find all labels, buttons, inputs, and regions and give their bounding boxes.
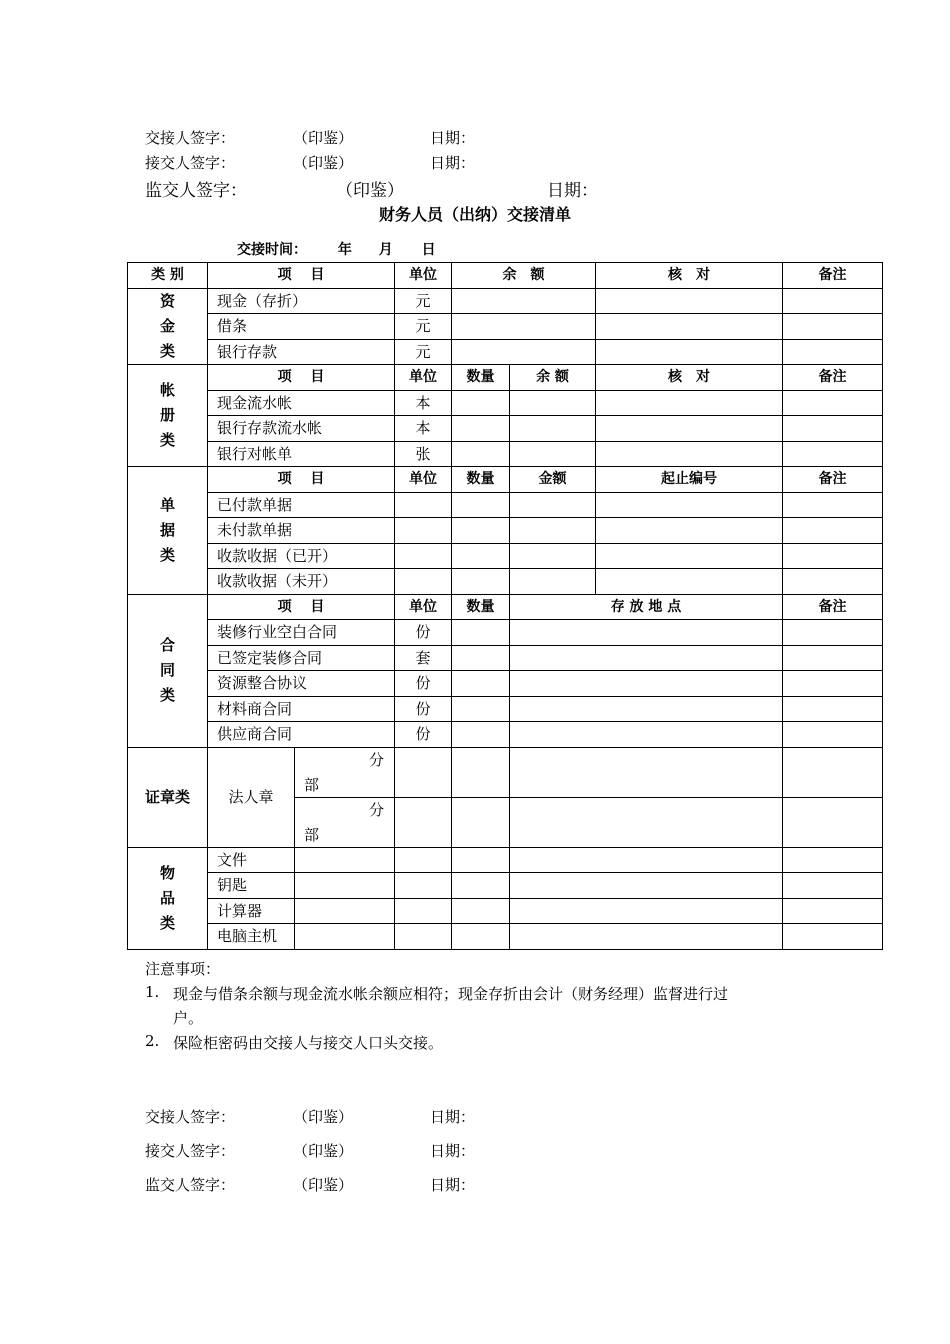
header-item: 项 目 [208, 467, 395, 493]
table-row [128, 645, 883, 671]
header-unit: 单位 [395, 263, 452, 289]
location-cell[interactable] [510, 671, 783, 697]
table-row [128, 492, 883, 518]
unit-cell[interactable] [395, 898, 452, 924]
table-header-row [128, 263, 883, 289]
remark-cell[interactable] [783, 898, 883, 924]
date-label: 日期： [430, 1108, 476, 1126]
header-item: 项 目 [208, 263, 395, 289]
serial-cell[interactable] [596, 569, 783, 595]
note-number: 1. [145, 983, 160, 1001]
remark-cell[interactable] [783, 314, 883, 340]
branch-char-b: 部 [304, 825, 320, 844]
table-row [128, 390, 883, 416]
note-text: 保险柜密码由交接人与接交人口头交接。 [173, 1034, 444, 1052]
item-cell: 银行对帐单 [208, 441, 395, 467]
item-cell: 装修行业空白合同 [208, 620, 395, 646]
date-label: 日期： [547, 181, 598, 201]
check-cell[interactable] [596, 288, 783, 314]
unit-cell: 元 [395, 288, 452, 314]
year-label: 年 [337, 242, 352, 258]
unit-cell[interactable] [395, 747, 452, 797]
qty-cell[interactable] [452, 569, 510, 595]
supervisor-label: 监交人签字： [145, 1176, 236, 1194]
remark-cell[interactable] [783, 390, 883, 416]
table-row [128, 747, 883, 797]
branch-char-b: 部 [304, 775, 320, 794]
qty-cell[interactable] [452, 924, 510, 950]
header-amount: 金额 [510, 467, 596, 493]
unit-cell[interactable] [395, 543, 452, 569]
month-label: 月 [378, 242, 393, 258]
unit-cell: 元 [395, 314, 452, 340]
location-cell[interactable] [510, 924, 783, 950]
table-row [128, 441, 883, 467]
unit-cell[interactable] [395, 924, 452, 950]
header-unit: 单位 [395, 467, 452, 493]
amount-cell[interactable] [510, 492, 596, 518]
header-item: 项 目 [208, 594, 395, 620]
table-row [128, 569, 883, 595]
category-ledger: 帐册类 [128, 365, 208, 467]
table-row [128, 416, 883, 442]
supervisor-label: 监交人签字： [145, 181, 247, 201]
branch-char-a: 分 [368, 800, 384, 819]
qty-cell[interactable] [452, 898, 510, 924]
signer-label: 交接人签字： [145, 1108, 236, 1126]
check-cell[interactable] [596, 390, 783, 416]
check-cell[interactable] [596, 416, 783, 442]
item-cell: 借条 [208, 314, 395, 340]
balance-cell[interactable] [452, 314, 596, 340]
seal-label: （印鉴） [293, 129, 354, 147]
item-cell: 银行存款 [208, 339, 395, 365]
remark-cell[interactable] [783, 543, 883, 569]
header-qty: 数量 [452, 365, 510, 391]
handover-table [127, 262, 883, 950]
note-text: 现金与借条余额与现金流水帐余额应相符；现金存折由会计（财务经理）监督进行过 [173, 985, 729, 1003]
table-row [128, 898, 883, 924]
category-voucher: 单据类 [128, 467, 208, 595]
item-cell: 计算器 [208, 898, 295, 924]
qty-cell[interactable] [452, 620, 510, 646]
qty-cell[interactable] [452, 518, 510, 544]
balance-cell[interactable] [510, 390, 596, 416]
unit-cell[interactable] [395, 518, 452, 544]
table-row [128, 847, 883, 873]
header-item: 项 目 [208, 365, 395, 391]
check-cell[interactable] [596, 441, 783, 467]
branch-cell [295, 797, 395, 847]
date-label: 日期： [430, 129, 476, 147]
date-label: 日期： [430, 1176, 476, 1194]
remark-cell[interactable] [783, 722, 883, 748]
item-cell: 文件 [208, 847, 295, 873]
unit-cell: 张 [395, 441, 452, 467]
amount-cell[interactable] [510, 569, 596, 595]
header-category: 类 别 [128, 263, 208, 289]
remark-cell[interactable] [783, 288, 883, 314]
contract-header-row [128, 594, 883, 620]
handover-time-label: 交接时间： [237, 242, 307, 258]
unit-cell: 本 [395, 390, 452, 416]
header-balance: 余 额 [452, 263, 596, 289]
table-row [128, 924, 883, 950]
ledger-header-row [128, 365, 883, 391]
remark-cell[interactable] [783, 518, 883, 544]
location-cell[interactable] [510, 873, 783, 899]
blank-cell[interactable] [295, 847, 395, 873]
item-cell: 银行存款流水帐 [208, 416, 395, 442]
remark-cell[interactable] [783, 339, 883, 365]
seal-label: （印鉴） [293, 1142, 354, 1160]
blank-cell[interactable] [295, 873, 395, 899]
unit-cell[interactable] [395, 569, 452, 595]
document-title: 财务人员（出纳）交接清单 [378, 205, 571, 224]
item-cell: 现金流水帐 [208, 390, 395, 416]
seal-label: （印鉴） [293, 1176, 354, 1194]
location-cell[interactable] [510, 797, 783, 847]
location-cell[interactable] [510, 722, 783, 748]
header-remark: 备注 [783, 594, 883, 620]
check-cell[interactable] [596, 314, 783, 340]
branch-cell [295, 747, 395, 797]
header-check: 核 对 [596, 263, 783, 289]
qty-cell[interactable] [452, 873, 510, 899]
check-cell[interactable] [596, 339, 783, 365]
unit-cell[interactable] [395, 873, 452, 899]
location-cell[interactable] [510, 696, 783, 722]
table-row [128, 873, 883, 899]
balance-cell[interactable] [510, 416, 596, 442]
voucher-header-row [128, 467, 883, 493]
header-check: 核 对 [596, 365, 783, 391]
table-row [128, 543, 883, 569]
header-unit: 单位 [395, 594, 452, 620]
seal-label: （印鉴） [293, 154, 354, 172]
qty-cell[interactable] [452, 416, 510, 442]
location-cell[interactable] [510, 747, 783, 797]
category-goods: 物品类 [128, 847, 208, 949]
item-cell: 已付款单据 [208, 492, 395, 518]
category-contract: 合同类 [128, 594, 208, 747]
note-text-continued: 户。 [173, 1009, 204, 1027]
balance-cell[interactable] [452, 288, 596, 314]
branch-char-a: 分 [368, 750, 384, 769]
table-row [128, 518, 883, 544]
qty-cell[interactable] [452, 543, 510, 569]
handover-time [237, 239, 436, 259]
unit-cell: 份 [395, 696, 452, 722]
table-row [128, 696, 883, 722]
item-cell: 材料商合同 [208, 696, 395, 722]
table-row [128, 671, 883, 697]
blank-cell[interactable] [295, 898, 395, 924]
item-cell: 供应商合同 [208, 722, 395, 748]
blank-cell[interactable] [295, 924, 395, 950]
location-cell[interactable] [510, 898, 783, 924]
header-remark: 备注 [783, 365, 883, 391]
header-qty: 数量 [452, 594, 510, 620]
signer-label: 交接人签字： [145, 129, 236, 147]
qty-cell[interactable] [452, 645, 510, 671]
receiver-label: 接交人签字： [145, 154, 236, 172]
remark-cell[interactable] [783, 873, 883, 899]
header-remark: 备注 [783, 263, 883, 289]
location-cell[interactable] [510, 620, 783, 646]
location-cell[interactable] [510, 847, 783, 873]
date-label: 日期： [430, 1142, 476, 1160]
table-row [128, 722, 883, 748]
unit-cell: 份 [395, 620, 452, 646]
qty-cell[interactable] [452, 847, 510, 873]
remark-cell[interactable] [783, 924, 883, 950]
category-fund: 资金类 [128, 288, 208, 365]
header-remark: 备注 [783, 467, 883, 493]
qty-cell[interactable] [452, 696, 510, 722]
remark-cell[interactable] [783, 696, 883, 722]
location-cell[interactable] [510, 645, 783, 671]
item-cell: 资源整合协议 [208, 671, 395, 697]
remark-cell[interactable] [783, 620, 883, 646]
unit-cell[interactable] [395, 797, 452, 847]
qty-cell[interactable] [452, 390, 510, 416]
header-serial: 起止编号 [596, 467, 783, 493]
seal-label: （印鉴） [293, 1108, 354, 1126]
notes-title: 注意事项： [145, 960, 221, 978]
item-cell: 收款收据（已开） [208, 543, 395, 569]
remark-cell[interactable] [783, 645, 883, 671]
unit-cell[interactable] [395, 847, 452, 873]
serial-cell[interactable] [596, 518, 783, 544]
qty-cell[interactable] [452, 441, 510, 467]
qty-cell[interactable] [452, 492, 510, 518]
item-cell: 已签定装修合同 [208, 645, 395, 671]
unit-cell[interactable] [395, 492, 452, 518]
remark-cell[interactable] [783, 847, 883, 873]
remark-cell[interactable] [783, 747, 883, 797]
table-row [128, 339, 883, 365]
amount-cell[interactable] [510, 543, 596, 569]
balance-cell[interactable] [510, 441, 596, 467]
item-cell: 钥匙 [208, 873, 295, 899]
remark-cell[interactable] [783, 441, 883, 467]
header-qty: 数量 [452, 467, 510, 493]
balance-cell[interactable] [452, 339, 596, 365]
item-cell: 收款收据（未开） [208, 569, 395, 595]
unit-cell: 份 [395, 671, 452, 697]
serial-cell[interactable] [596, 543, 783, 569]
seal-label: （印鉴） [336, 181, 404, 201]
header-balance: 余 额 [510, 365, 596, 391]
qty-cell[interactable] [452, 671, 510, 697]
item-legal-seal: 法人章 [208, 747, 295, 847]
remark-cell[interactable] [783, 492, 883, 518]
header-unit: 单位 [395, 365, 452, 391]
unit-cell: 本 [395, 416, 452, 442]
table-row [128, 314, 883, 340]
item-cell: 未付款单据 [208, 518, 395, 544]
amount-cell[interactable] [510, 518, 596, 544]
unit-cell: 套 [395, 645, 452, 671]
receiver-label: 接交人签字： [145, 1142, 236, 1160]
table-row [128, 620, 883, 646]
item-cell: 现金（存折） [208, 288, 395, 314]
qty-cell[interactable] [452, 797, 510, 847]
remark-cell[interactable] [783, 671, 883, 697]
date-label: 日期： [430, 154, 476, 172]
unit-cell: 份 [395, 722, 452, 748]
category-seal: 证章类 [128, 747, 208, 847]
qty-cell[interactable] [452, 747, 510, 797]
note-number: 2. [145, 1032, 160, 1050]
remark-cell[interactable] [783, 797, 883, 847]
serial-cell[interactable] [596, 492, 783, 518]
header-location: 存 放 地 点 [510, 594, 783, 620]
remark-cell[interactable] [783, 416, 883, 442]
qty-cell[interactable] [452, 722, 510, 748]
day-label: 日 [421, 242, 436, 258]
remark-cell[interactable] [783, 569, 883, 595]
unit-cell: 元 [395, 339, 452, 365]
item-cell: 电脑主机 [208, 924, 295, 950]
table-row [128, 288, 883, 314]
